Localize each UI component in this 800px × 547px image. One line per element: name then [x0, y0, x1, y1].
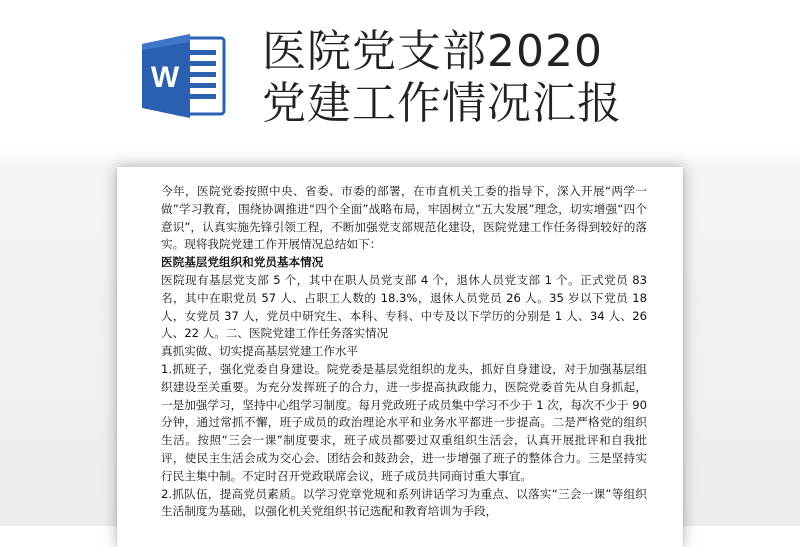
word-icon-letter: W	[150, 61, 180, 94]
word-icon	[140, 30, 226, 122]
paragraph-1: 医院现有基层党支部 5 个，其中在职人员党支部 4 个，退休人员党支部 1 个。正式党员 83 名，其中在职党员 57 人、占职工人数的 18.3%，退休人员党员 26 人。35 岁以下党员 18 人，女党员 37 人，党员中研究生、本科、专科、中专及以下学历的分别是 1 人、34 人、26 人、22 人。二、医院党建工作任务落实情况	[161, 272, 647, 341]
paragraph-3: 2.抓队伍，提高党员素质。以学习党章党规和系列讲话学习为重点、以落实“三会一课”等组织生活制度为基础，以强化机关党组织书记选配和教育培训为手段，	[161, 486, 647, 519]
intro-paragraph: 今年，医院党委按照中央、省委、市委的部署，在市直机关工委的指导下，深入开展“两学一做”学习教育，围绕协调推进“四个全面”战略布局，牢固树立“五大发展”理念，切实增强“四个意识”，认真实施先锋引领工程，不断加强党支部规范化建设，医院党建工作任务得到较好的落实。现将我院党建工作开展情况总结如下：	[161, 184, 647, 252]
document-page	[117, 167, 683, 547]
section-heading-1: 医院基层党组织和党员基本情况	[161, 255, 324, 270]
title-line-2: 党建工作情况汇报	[262, 78, 622, 129]
page-title	[262, 26, 782, 130]
paragraph-2: 1.抓班子，强化党委自身建设。院党委是基层党组织的龙头，抓好自身建设，对于加强基层组织建设至关重要。为充分发挥班子的合力，进一步提高执政能力，医院党委首先从自身抓起，一是加强学习，坚持中心组学习制度。每月党政班子成员集中学习不少于 1 次，每次不少于 90 分钟，通过常抓不懈，班子成员的政治理论水平和业务水平都进一步提高。二是严格党的组织生活。按照“三会一课”制度要求，班子成员都要过双重组织生活会，认真开展批评和自我批评，使民主生活会成为交心会、团结会和鼓劲会，进一步增强了班子的整体合力。三是坚持实行民主集中制。不定时召开党政联席会议，班子成员共同商讨重大事宜。	[161, 361, 647, 483]
title-line-1: 医院党支部2020	[262, 26, 603, 77]
document-body	[161, 183, 647, 521]
section-heading-2: 真抓实做、切实提高基层党建工作水平	[161, 344, 359, 359]
